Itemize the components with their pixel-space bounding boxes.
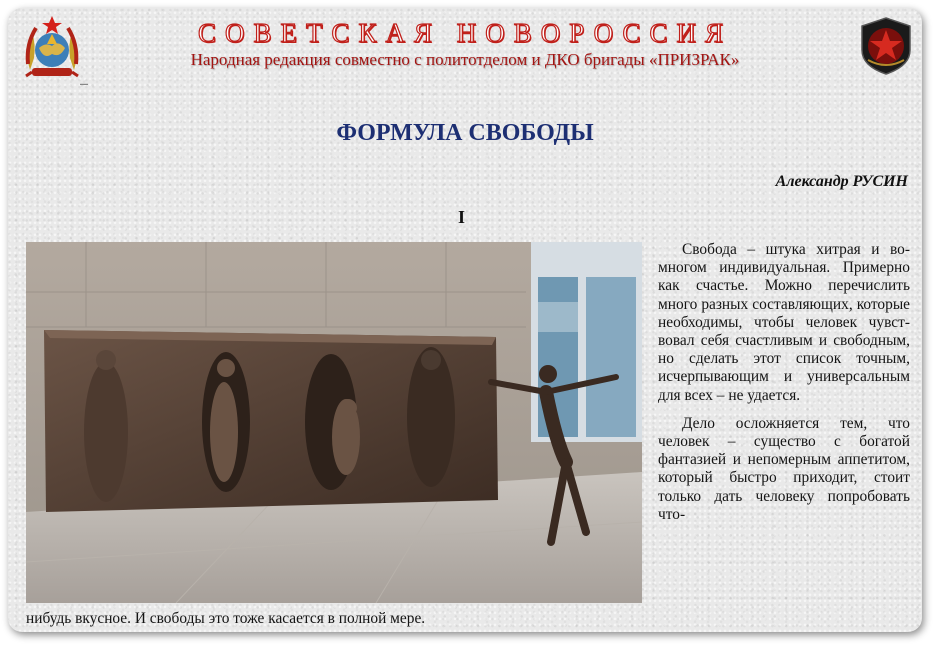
brand-subtitle: Народная редакция совместно с политотделом и ДКО бригады «ПРИЗРАК» [190, 50, 740, 69]
paragraph-2: Дело осложняется тем, что человек – существо с богатой фантазией и непомерным аппетитом, который быстро приходит, стоит только дать человеку попробовать что- [658, 414, 910, 523]
paragraph-2-continuation: нибудь вкусное. И свободы это тоже касается в полной мере. [26, 610, 426, 627]
brand-title: СОВЕТСКАЯ НОВОРОССИЯ [198, 18, 732, 48]
article-title: ФОРМУЛА СВОБОДЫ [336, 120, 594, 146]
freedom-sculpture-photo [26, 242, 642, 603]
brigade-badge-icon [858, 16, 914, 76]
section-number: I [458, 207, 466, 227]
paragraph-1: Свобода – штука хитрая и во-многом индивидуальная. Примерно как счастье. Можно перечислить много разных составляющих, которые необходимы, чтобы человек чувствовал себя счастливым и свободным, но сделать этот список точным, исчерпывающим и универсальным для всех – не удается. [658, 241, 910, 404]
divider-mark: ▬▬ [80, 81, 88, 86]
article-text-column [658, 241, 910, 524]
page-sheet [8, 8, 922, 632]
article-author: Александр РУСИН [775, 173, 908, 190]
